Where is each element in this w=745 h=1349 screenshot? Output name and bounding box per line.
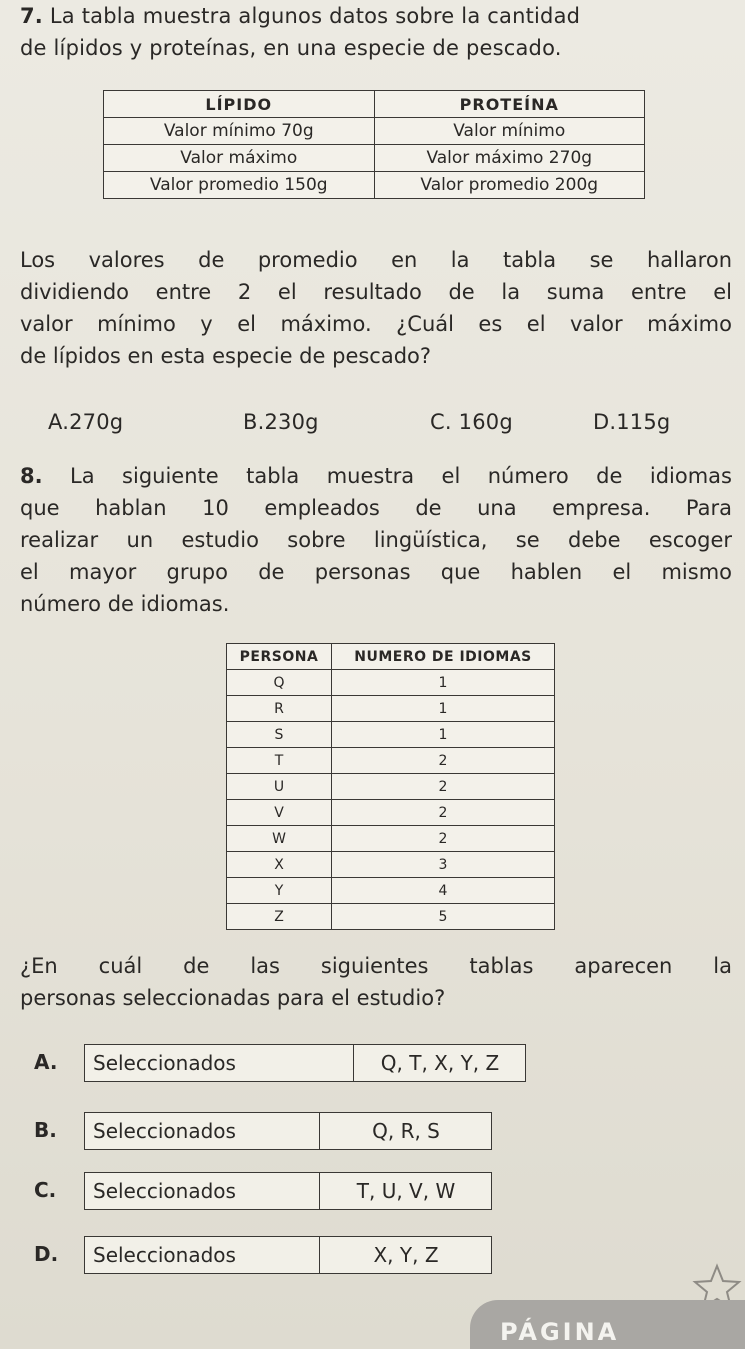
q7-intro-line-1: 7. La tabla muestra algunos datos sobre la cantidad bbox=[20, 4, 581, 28]
q8-cell: 4 bbox=[332, 878, 555, 904]
q7-intro-line-2: de lípidos y proteínas, en una especie de pescado. bbox=[20, 36, 562, 60]
q8-number: 8. bbox=[20, 464, 43, 488]
q7-header-lipido: LÍPIDO bbox=[104, 91, 375, 118]
q7-option-a[interactable]: A.270g bbox=[48, 410, 124, 434]
q8-table bbox=[226, 643, 555, 930]
q8-option-d-table: Seleccionados X, Y, Z bbox=[84, 1236, 492, 1274]
q8-cell: 1 bbox=[332, 722, 555, 748]
q7-table bbox=[103, 90, 645, 199]
q8-cell: U bbox=[227, 774, 332, 800]
q8-cell: R bbox=[227, 696, 332, 722]
q8-cell: 5 bbox=[332, 904, 555, 930]
q8-cell: 2 bbox=[332, 748, 555, 774]
q8-intro: 8. La siguiente tabla muestra el número de idiomas que hablan 10 empleados de una empresa. Para realizar un estudio sobre lingüística, se debe escoger el mayor grupo de personas que hablen el mismo número de idiomas. bbox=[20, 464, 732, 616]
q8-question: ¿En cuál de las siguientes tablas aparecen la personas seleccionadas para el estudio? bbox=[20, 954, 732, 1010]
q8-cell: 2 bbox=[332, 800, 555, 826]
q8-cell: W bbox=[227, 826, 332, 852]
q8-cell: 3 bbox=[332, 852, 555, 878]
q7-option-b[interactable]: B.230g bbox=[243, 410, 319, 434]
q8-header-persona: PERSONA bbox=[227, 644, 332, 670]
q8-cell: Q bbox=[227, 670, 332, 696]
q8-cell: 2 bbox=[332, 826, 555, 852]
q8-option-a-table: Seleccionados Q, T, X, Y, Z bbox=[84, 1044, 526, 1082]
q7-question: Los valores de promedio en la tabla se hallaron dividiendo entre 2 el resultado de la suma entre el valor mínimo y el máximo. ¿Cuál es el valor máximo de lípidos en esta especie de pescado? bbox=[20, 248, 732, 368]
q7-cell: Valor promedio 200g bbox=[374, 172, 645, 199]
q8-cell: T bbox=[227, 748, 332, 774]
q7-cell: Valor mínimo 70g bbox=[104, 118, 375, 145]
q8-cell: Y bbox=[227, 878, 332, 904]
q8-option-c-table: Seleccionados T, U, V, W bbox=[84, 1172, 492, 1210]
q7-header-proteina: PROTEÍNA bbox=[374, 91, 645, 118]
q8-cell: 2 bbox=[332, 774, 555, 800]
page-label: PÁGINA bbox=[500, 1318, 620, 1346]
q7-cell: Valor mínimo bbox=[374, 118, 645, 145]
q8-cell: S bbox=[227, 722, 332, 748]
q7-option-c[interactable]: C. 160g bbox=[430, 410, 513, 434]
q7-number: 7. bbox=[20, 4, 43, 28]
q7-option-d[interactable]: D.115g bbox=[593, 410, 671, 434]
q8-header-idiomas: NUMERO DE IDIOMAS bbox=[332, 644, 555, 670]
q8-cell: 1 bbox=[332, 670, 555, 696]
q8-cell: 1 bbox=[332, 696, 555, 722]
q7-cell: Valor máximo 270g bbox=[374, 145, 645, 172]
q8-option-b-table: Seleccionados Q, R, S bbox=[84, 1112, 492, 1150]
q7-cell: Valor promedio 150g bbox=[104, 172, 375, 199]
q7-cell: Valor máximo bbox=[104, 145, 375, 172]
q8-cell: Z bbox=[227, 904, 332, 930]
worksheet-page: 7. La tabla muestra algunos datos sobre la cantidad de lípidos y proteínas, en una especie de pescado. LÍPIDO PROTEÍNA Valor mínimo 70g Valor mínimo Valor máximo Valor máximo 270g Valor promedio 150g Valor promedio 200g Los valores de promedio en la tabla se hallaron dividiendo entre 2 el resultado de la suma entre el valor mínimo y el máximo. ¿Cuál es el valor máximo de lípidos en esta especie de pescado? A.270g B.230g C. 160g D.115g 8. La siguiente tabla muestra el número de idiomas que hablan 10 empleados de una empresa. Para realizar un estudio sobre lingüística, se debe escoger el mayor grupo de personas que hablen el mismo número de idiomas. PERSONA NUMERO DE IDIOMAS Q 1 R 1 S 1 T 2 U 2 V 2 W 2 X 3 Y 4 Z 5 ¿En cuál de las siguientes tablas aparecen la personas seleccionadas para el estudio? A. Seleccionados Q, T, X, Y, Z B. Seleccionados Q, R, S C. Seleccionados T, U, V, W D. Seleccionados X, Y, Z PÁGINA bbox=[0, 0, 745, 1349]
q8-cell: V bbox=[227, 800, 332, 826]
q8-cell: X bbox=[227, 852, 332, 878]
